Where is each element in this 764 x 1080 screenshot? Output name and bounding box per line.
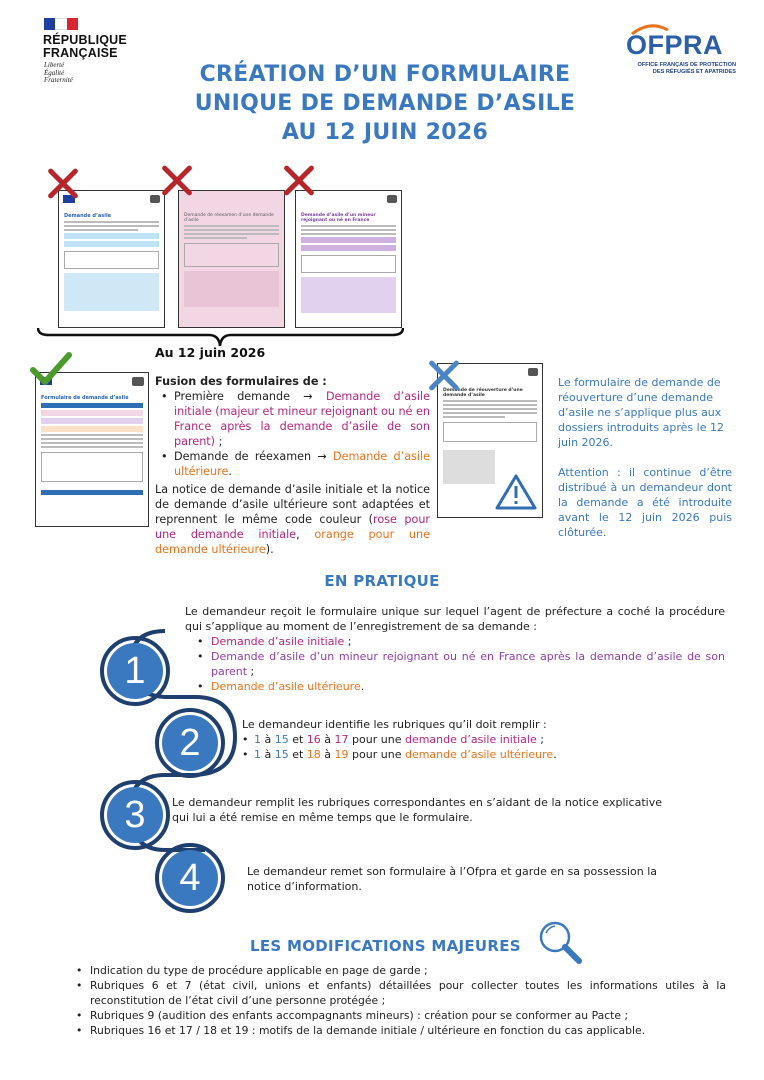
practice-heading: EN PRATIQUE: [324, 572, 440, 590]
french-flag-icon: [44, 18, 78, 30]
step-3-number: 3: [107, 787, 163, 843]
fusion-date: Au 12 juin 2026: [155, 345, 266, 360]
red-cross-icon: [282, 163, 316, 197]
reopening-form-thumbnail: Demande de réouverture d’une demande d’asile: [437, 363, 543, 518]
step-2-text: Le demandeur identifie les rubriques qu’il doit remplir : • 1 à 15 et 16 à 17 pour une demande d’asile initiale ; • 1 à 15 et 18 à 19 pour une demande d’asile ultérieure.: [242, 717, 722, 762]
modifications-heading: LES MODIFICATIONS MAJEURES: [250, 937, 521, 955]
fusion-description: Fusion des formulaires de : • Première demande → Demande d’asile initiale (majeur et mineur rejoignant ou né en France après la demande d’asile de son parent) ; • Demande de réexamen → Demande d’asile ultérieure. La notice de demande d’asile initiale et la notice de demande d’asile ultérieure sont adaptées et reprennent le même code couleur (rose pour une demande initiale, orange pour une demande ultérieure).: [155, 374, 430, 557]
new-unique-form-thumbnail: Formulaire de demande d’asile: [35, 372, 149, 527]
modification-item: • Rubriques 9 (audition des enfants accompagnants mineurs) : création pour se conformer au Pacte ;: [76, 1008, 726, 1023]
modification-item: • Rubriques 6 et 7 (état civil, unions et enfants) détaillées pour collecter toutes les informations utiles à la reconstitution de l’état civil d’une personne protégée ;: [76, 978, 726, 1008]
step-4-text: Le demandeur remet son formulaire à l’Ofpra et garde en sa possession la notice d’information.: [247, 865, 658, 893]
old-form-reexam-thumbnail: Demande de réexamen d’une demande d’asile: [178, 190, 285, 328]
procedure-option-initial: • Demande d’asile initiale ;: [197, 634, 725, 649]
green-check-icon: [30, 352, 72, 386]
modification-item: • Rubriques 16 et 17 / 18 et 19 : motifs de la demande initiale / ultérieure en fonction du cas applicable.: [76, 1023, 726, 1038]
step-2-subsequent-rubrics: • 1 à 15 et 18 à 19 pour une demande d’asile ultérieure.: [242, 748, 557, 761]
notice-paragraph: La notice de demande d’asile initiale et la notice de demande d’asile ultérieure sont adaptées et reprennent le même code couleur (rose pour une demande initiale, orange pour une demande ultérieure).: [155, 483, 431, 556]
republic-name: RÉPUBLIQUE FRANÇAISE: [43, 33, 127, 60]
modification-item: • Indication du type de procédure applicable en page de garde ;: [76, 963, 726, 978]
step-4-number: 4: [162, 850, 218, 906]
red-cross-icon: [46, 166, 80, 200]
old-form-initial-thumbnail: Demande d’asile: [58, 190, 165, 328]
step-3-text: Le demandeur remplit les rubriques correspondantes en s’aidant de la notice explicative qui lui a été remise en même temps que le formulaire.: [172, 796, 662, 824]
warning-icon: [494, 472, 538, 512]
step-2-initial-rubrics: • 1 à 15 et 16 à 17 pour une demande d’asile initiale ;: [242, 733, 544, 746]
ofpra-logo-subtitle: OFFICE FRANÇAIS DE PROTECTION DES RÉFUGIÉS ET APATRIDES: [637, 62, 736, 75]
red-cross-icon: [160, 163, 194, 197]
fusion-item-first-request: • Première demande → Demande d’asile initiale (majeur et mineur rejoignant ou né en France après la demande d’asile de son parent) ;: [161, 389, 430, 449]
step-1-text: Le demandeur reçoit le formulaire unique sur lequel l’agent de préfecture a coché la procédure qui s’applique au moment de l’enregistrement de sa demande : • Demande d’asile initiale ; • Demande d’asile d’un mineur rejoignant ou né en France après la demande d’asile de son parent ; • Demande d’asile ultérieure.: [185, 604, 725, 694]
modifications-list: [76, 963, 726, 1038]
step-1-number: 1: [107, 643, 163, 699]
procedure-option-minor: • Demande d’asile d’un mineur rejoignant ou né en France après la demande d’asile de son parent ;: [197, 649, 725, 679]
magnifier-icon: [536, 918, 584, 966]
ofpra-logo: OFPRA: [626, 30, 723, 60]
blue-cross-icon: [427, 358, 461, 392]
step-2-number: 2: [162, 715, 218, 771]
republic-motto: Liberté Égalité Fraternité: [44, 61, 73, 84]
fusion-item-reexam: • Demande de réexamen → Demande d’asile ultérieure.: [161, 449, 430, 479]
reopening-note: Le formulaire de demande de réouverture d’une demande d’asile ne s’applique plus aux dossiers introduits après le 12 juin 2026. Attention : il continue d’être distribué à un demandeur dont la demande a été introduite avant le 12 juin 2026 puis clôturée.: [558, 376, 732, 539]
procedure-option-subsequent: • Demande d’asile ultérieure.: [197, 679, 725, 694]
page-title: CRÉATION D’UN FORMULAIRE UNIQUE DE DEMANDE D’ASILE AU 12 JUIN 2026: [194, 62, 576, 145]
old-form-minor-thumbnail: Demande d’asile d’un mineur rejoignant ou né en France: [295, 190, 402, 328]
